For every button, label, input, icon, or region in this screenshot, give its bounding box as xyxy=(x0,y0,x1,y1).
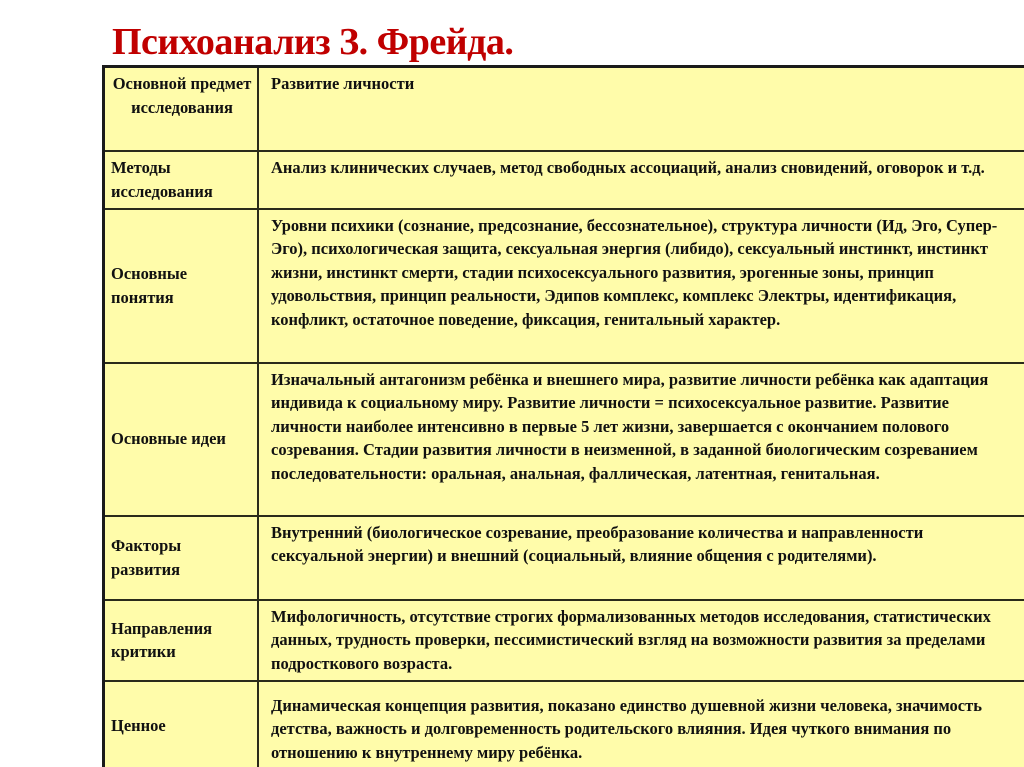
row-value: Динамическая концепция развития, показано единство душевной жизни человека, значимость детства, важность и долговременность родительского влияния. Идея чуткого внимания по отношению к внутреннему миру ребёнка. xyxy=(258,681,1024,767)
table-row-methods xyxy=(104,151,1024,209)
row-value: Изначальный антагонизм ребёнка и внешнего мира, развитие личности ребёнка как адаптация индивида к социальному миру. Развитие личности = психосексуальное развитие. Развитие личности наиболее интенсивно в первые 5 лет жизни, завершается с окончанием полового созревания. Стадии развития личности в неизменной, в заданной биологическим созреванием последовательности: оральная, анальная, фаллическая, латентная, генитальная. xyxy=(258,363,1024,516)
table-row-concepts xyxy=(104,209,1024,363)
table-row-factors xyxy=(104,516,1024,600)
table-row-criticism xyxy=(104,600,1024,681)
row-label: Основные понятия xyxy=(104,209,259,363)
table-row-valuable xyxy=(104,681,1024,767)
table-row-subject xyxy=(104,67,1024,151)
row-value: Развитие личности xyxy=(258,67,1024,151)
slide-title: Психоанализ З. Фрейда. xyxy=(112,21,514,63)
row-label: Основные идеи xyxy=(104,363,259,516)
freud-summary-table xyxy=(102,65,1024,767)
row-label: Ценное xyxy=(104,681,259,767)
row-label: Основной предмет исследования xyxy=(104,67,259,151)
table-row-ideas xyxy=(104,363,1024,516)
row-label: Методы исследования xyxy=(104,151,259,209)
row-value: Уровни психики (сознание, предсознание, бессознательное), структура личности (Ид, Эго, Супер-Эго), психологическая защита, сексуальная энергия (либидо), сексуальный инстинкт, инстинкт жизни, инстинкт смерти, стадии психосексуального развития, эрогенные зоны, принцип удовольствия, принцип реальности, Эдипов комплекс, комплекс Электры, идентификация, конфликт, остаточное поведение, фиксация, генитальный характер. xyxy=(258,209,1024,363)
row-value: Мифологичность, отсутствие строгих формализованных методов исследования, статистических данных, трудность проверки, пессимистический взгляд на возможности развития за пределами подросткового возраста. xyxy=(258,600,1024,681)
row-label: Факторы развития xyxy=(104,516,259,600)
row-value: Внутренний (биологическое созревание, преобразование количества и направленности сексуальной энергии) и внешний (социальный, влияние общения с родителями). xyxy=(258,516,1024,600)
row-value: Анализ клинических случаев, метод свободных ассоциаций, анализ сновидений, оговорок и т.д. xyxy=(258,151,1024,209)
freud-summary-table-container xyxy=(102,65,1024,767)
row-label: Направления критики xyxy=(104,600,259,681)
